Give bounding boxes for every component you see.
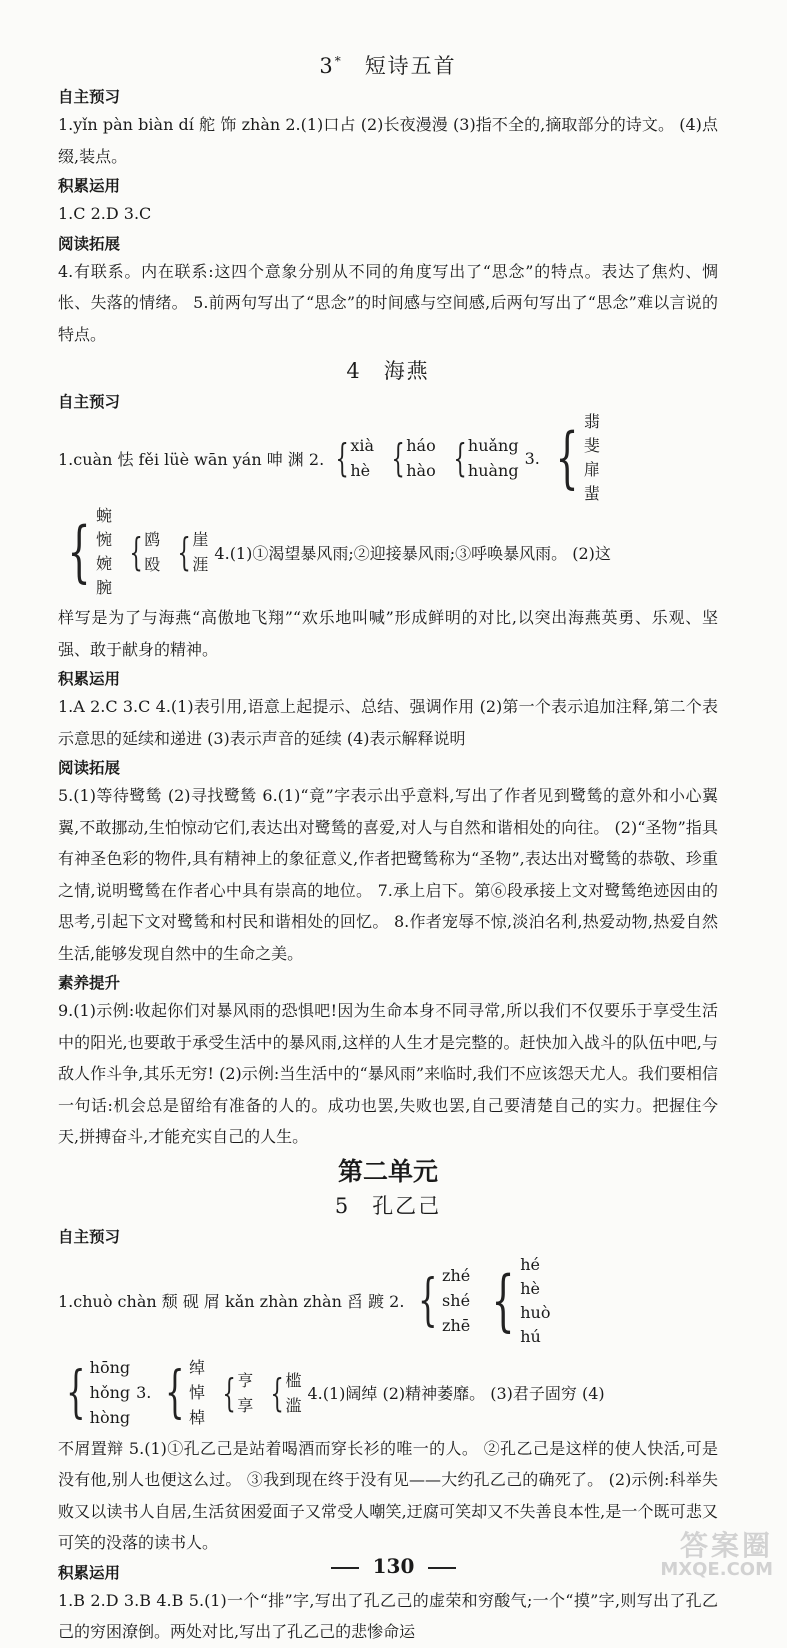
stack-item: huò	[520, 1302, 551, 1322]
answer-text: 4.(1)①渴望暴风雨;②迎接暴风雨;③呼唤暴风雨。 (2)这	[214, 543, 611, 563]
stack-item: 扉	[583, 460, 600, 479]
stack-item: hǒng	[89, 1383, 131, 1402]
pinyin-answer-row	[58, 1249, 718, 1353]
stack-item: shé	[442, 1291, 471, 1310]
character-group: { 槛 滥	[265, 1368, 301, 1418]
polyphone-group: { hé hè huò hú	[482, 1253, 550, 1349]
stack-item: 滥	[285, 1395, 302, 1415]
polyphone-group: { hōng hǒng hòng	[58, 1355, 130, 1430]
stack-item: xià	[350, 436, 375, 455]
stack-item: 婉	[96, 554, 113, 573]
character-group: { 亨 享	[217, 1368, 253, 1418]
section-heading: 积累运用	[58, 1563, 121, 1582]
stack-item: 惋	[96, 530, 113, 549]
stack-item: huàng	[467, 461, 519, 480]
stack-item: zhē	[442, 1316, 471, 1335]
watermark-text: 答案圈	[679, 1529, 773, 1562]
unit-title: 第二单元	[337, 1156, 438, 1186]
polyphone-group: { zhé shé zhē	[410, 1263, 470, 1338]
answer-text: 4.(1)阔绰 (2)精神萎靡。 (3)君子固穷 (4)	[307, 1384, 605, 1403]
stack-item: 殴	[144, 555, 161, 574]
stack-item: háo	[406, 436, 436, 455]
answer-paragraph: 1.C 2.D 3.C	[58, 204, 152, 223]
lesson-number: 3*	[319, 54, 343, 78]
character-group: { 崖 涯	[172, 527, 208, 577]
stack-item: hè	[520, 1278, 541, 1298]
lesson-number: 4	[346, 359, 362, 383]
question-label: 3.	[524, 448, 540, 468]
pinyin-answers: 1.chuò chàn 颓 砚 屑 kǎn zhàn zhàn 舀 踱 2.	[58, 1292, 405, 1311]
section-heading: 自主预习	[58, 88, 121, 106]
stack-item: 腕	[96, 578, 113, 597]
stack-item: hòng	[89, 1408, 131, 1427]
answer-paragraph: 1.B 2.D 3.B 4.B 5.(1)一个“排”字,写出了孔乙己的虚荣和穷酸气;一个“摸”字,则写出了孔乙己的穷困潦倒。两处对比,写出了孔乙己的悲惨命运	[58, 1590, 718, 1641]
lesson-3-title	[58, 44, 718, 83]
polyphone-group: { háo hào	[386, 433, 436, 483]
section-heading: 阅读拓展	[58, 234, 121, 253]
stack-item: 斐	[583, 436, 600, 455]
character-group: { 蜿 惋 婉 腕	[58, 504, 112, 600]
stack-item: hé	[520, 1254, 541, 1274]
character-answer-row	[58, 502, 718, 602]
stack-item: 翡	[583, 412, 600, 431]
section-heading: 积累运用	[58, 670, 121, 688]
section-heading: 自主预习	[58, 1227, 121, 1246]
stack-item: 鸥	[144, 530, 161, 549]
lesson-5-title	[58, 1189, 718, 1223]
stack-item: hào	[406, 461, 436, 480]
page-number-text: 130	[372, 1554, 415, 1578]
polyphone-group: { huǎng huàng	[448, 433, 519, 483]
section-heading: 自主预习	[58, 393, 121, 411]
lesson-name: 短诗五首	[364, 54, 457, 78]
stack-item: 蜚	[583, 484, 600, 503]
answer-page	[58, 44, 718, 1648]
answer-paragraph: 1.yǐn pàn biàn dí 舵 饰 zhàn 2.(1)口占 (2)长夜漫漫 (3)指不全的,摘取部分的诗文。 (4)点缀,装点。	[58, 115, 718, 166]
answer-paragraph: 1.A 2.C 3.C 4.(1)表引用,语意上起提示、总结、强调作用 (2)第一个表示追加注释,第二个表示意思的延续和递进 (3)表示声音的延续 (4)表示解释说明	[58, 697, 718, 748]
section-heading: 阅读拓展	[58, 759, 121, 777]
watermark-url: MXQE.COM	[660, 1559, 773, 1580]
stack-item: 蜿	[96, 506, 113, 525]
question-label: 3.	[136, 1383, 152, 1402]
lesson-name: 孔乙己	[372, 1193, 442, 1218]
stack-item: hú	[520, 1326, 541, 1346]
answer-paragraph: 9.(1)示例:收起你们对暴风雨的恐惧吧!因为生命本身不同寻常,所以我们不仅要乐于享受生活中的阳光,也要敢于承受生活中的暴风雨,这样的人生才是完整的。赶快加入战斗的队伍中吧,与敌人作斗争,其乐无穷! (2)示例:当生活中的“暴风雨”来临时,我们不应该怨天尤人。我们要相信一句话:机会总是留给有准备的人的。成功也罢,失败也罢,自己要清楚自己的实力。把握住今天,拼搏奋斗,才能充实自己的人生。	[58, 1001, 718, 1146]
stack-item: huǎng	[467, 436, 519, 455]
character-group: { 鸥 殴	[124, 527, 160, 577]
character-answer-row	[58, 1353, 718, 1433]
stack-item: 享	[237, 1395, 254, 1415]
pinyin-answers: 1.cuàn 怯 fěi lüè wān yán 呻 渊 2.	[58, 449, 325, 469]
stack-item: hōng	[89, 1358, 131, 1377]
stack-item: zhé	[442, 1266, 471, 1285]
character-group: { 绰 悼 棹	[157, 1355, 205, 1430]
answer-paragraph: 4.有联系。内在联系:这四个意象分别从不同的角度写出了“思念”的特点。表达了焦灼、惆怅、失落的情绪。 5.前两句写出了“思念”的时间感与空间感,后两句写出了“思念”难以言说的特点。	[58, 261, 718, 344]
stack-item: 绰	[189, 1358, 206, 1377]
character-group: { 翡 斐 扉 蜚	[546, 410, 600, 506]
stack-item: 崖	[192, 530, 209, 549]
stack-item: 涯	[192, 555, 209, 574]
lesson-4-title	[58, 354, 718, 388]
stack-item: 亨	[237, 1370, 254, 1390]
watermark-logo	[623, 1529, 773, 1586]
lesson-name: 海燕	[383, 359, 430, 383]
stack-item: hè	[350, 461, 371, 480]
pinyin-answer-row	[58, 414, 718, 502]
answer-paragraph: 5.(1)等待鹭鸶 (2)寻找鹭鸶 6.(1)“竟”字表示出乎意料,写出了作者见到鹭鸶的意外和小心翼翼,不敢挪动,生怕惊动它们,表达出对鹭鸶的喜爱,对人与自然和谐相处的向往。 (2)“圣物”指具有神圣色彩的物件,具有精神上的象征意义,作者把鹭鸶称为“圣物”,表达出对鹭鸶的恭敬、珍重之情,说明鹭鸶在作者心中具有崇高的地位。 7.承上启下。第⑥段承接上文对鹭鸶绝迹因由的思考,引起下文对鹭鸶和村民和谐相处的回忆。 8.作者宠辱不惊,淡泊名利,热爱动物,热爱自然生活,能够发现自然中的生命之美。	[58, 786, 718, 963]
section-heading: 素养提升	[58, 974, 121, 992]
stack-item: 棹	[189, 1408, 206, 1427]
stack-item: 槛	[285, 1370, 302, 1390]
answer-paragraph: 样写是为了与海燕“高傲地飞翔”“欢乐地叫喊”形成鲜明的对比,以突出海燕英勇、乐观、坚强、敢于献身的精神。	[58, 608, 718, 659]
lesson-number: 5	[334, 1193, 351, 1218]
polyphone-group: { xià hè	[330, 433, 374, 483]
answer-paragraph: 不屑置辩 5.(1)①孔乙己是站着喝酒而穿长衫的唯一的人。 ②孔乙己是这样的使人快活,可是没有他,别人也便这么过。 ③我到现在终于没有见——大约孔乙己的确死了。 (2)示例:科举失败又以读书人自居,生活贫困爱面子又常受人嘲笑,迂腐可笑却又不失善良本性,是一个既可悲又可笑的没落的读书人。	[58, 1438, 718, 1552]
stack-item: 悼	[189, 1383, 206, 1402]
section-heading: 积累运用	[58, 177, 121, 195]
